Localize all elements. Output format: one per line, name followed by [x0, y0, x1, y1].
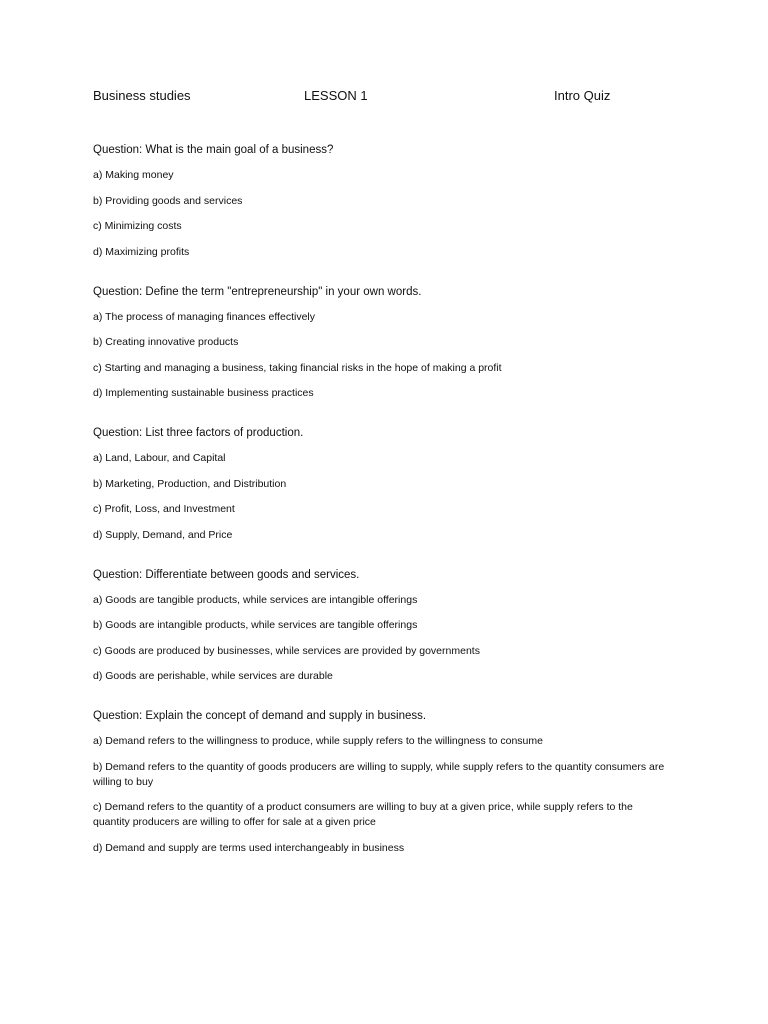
answer-option: c) Starting and managing a business, taking financial risks in the hope of making a profit	[93, 361, 502, 374]
answer-option: a) Land, Labour, and Capital	[93, 452, 226, 464]
answer-option: a) Demand refers to the willingness to produce, while supply refers to the willingness to consume	[93, 735, 543, 747]
question-block	[93, 285, 673, 402]
question-block	[93, 143, 673, 260]
question-text: Question: Define the term "entrepreneurship" in your own words.	[93, 285, 422, 298]
answer-option: b) Providing goods and services	[93, 194, 243, 207]
question-block	[93, 426, 673, 543]
document-header	[93, 88, 673, 108]
answer-option: c) Goods are produced by businesses, while services are provided by governments	[93, 644, 480, 657]
answer-option: a) Goods are tangible products, while services are intangible offerings	[93, 593, 418, 606]
question-text: Question: Explain the concept of demand and supply in business.	[93, 710, 427, 722]
answer-option: b) Marketing, Production, and Distribution	[93, 477, 287, 490]
lesson-label: LESSON 1	[304, 88, 368, 103]
answer-option: a) The process of managing finances effectively	[93, 310, 315, 323]
question-block	[93, 568, 673, 685]
question-text: Question: What is the main goal of a business?	[93, 144, 334, 156]
answer-option: d) Supply, Demand, and Price	[93, 528, 233, 541]
answer-option: c) Demand refers to the quantity of a product consumers are willing to buy at a given price, while supply refers to the quantity producers are willing to offer for sale at a given price	[93, 801, 633, 828]
answer-option: c) Profit, Loss, and Investment	[93, 503, 235, 515]
subject-label: Business studies	[93, 88, 191, 103]
answer-option: d) Demand and supply are terms used interchangeably in business	[93, 841, 405, 854]
question-block	[93, 709, 673, 856]
answer-option: b) Goods are intangible products, while services are tangible offerings	[93, 619, 418, 631]
answer-option: d) Implementing sustainable business practices	[93, 387, 314, 399]
question-text: Question: Differentiate between goods and services.	[93, 568, 360, 581]
answer-option: d) Goods are perishable, while services are durable	[93, 670, 333, 682]
answer-option: c) Minimizing costs	[93, 220, 182, 232]
answer-option: a) Making money	[93, 169, 174, 181]
answer-option: d) Maximizing profits	[93, 245, 190, 258]
question-text: Question: List three factors of production.	[93, 427, 304, 439]
question-list	[93, 143, 673, 881]
answer-option: b) Creating innovative products	[93, 336, 239, 348]
quiz-title: Intro Quiz	[554, 88, 611, 103]
answer-option: b) Demand refers to the quantity of goods producers are willing to supply, while supply refers to the quantity consumers are willing to buy	[93, 760, 665, 788]
